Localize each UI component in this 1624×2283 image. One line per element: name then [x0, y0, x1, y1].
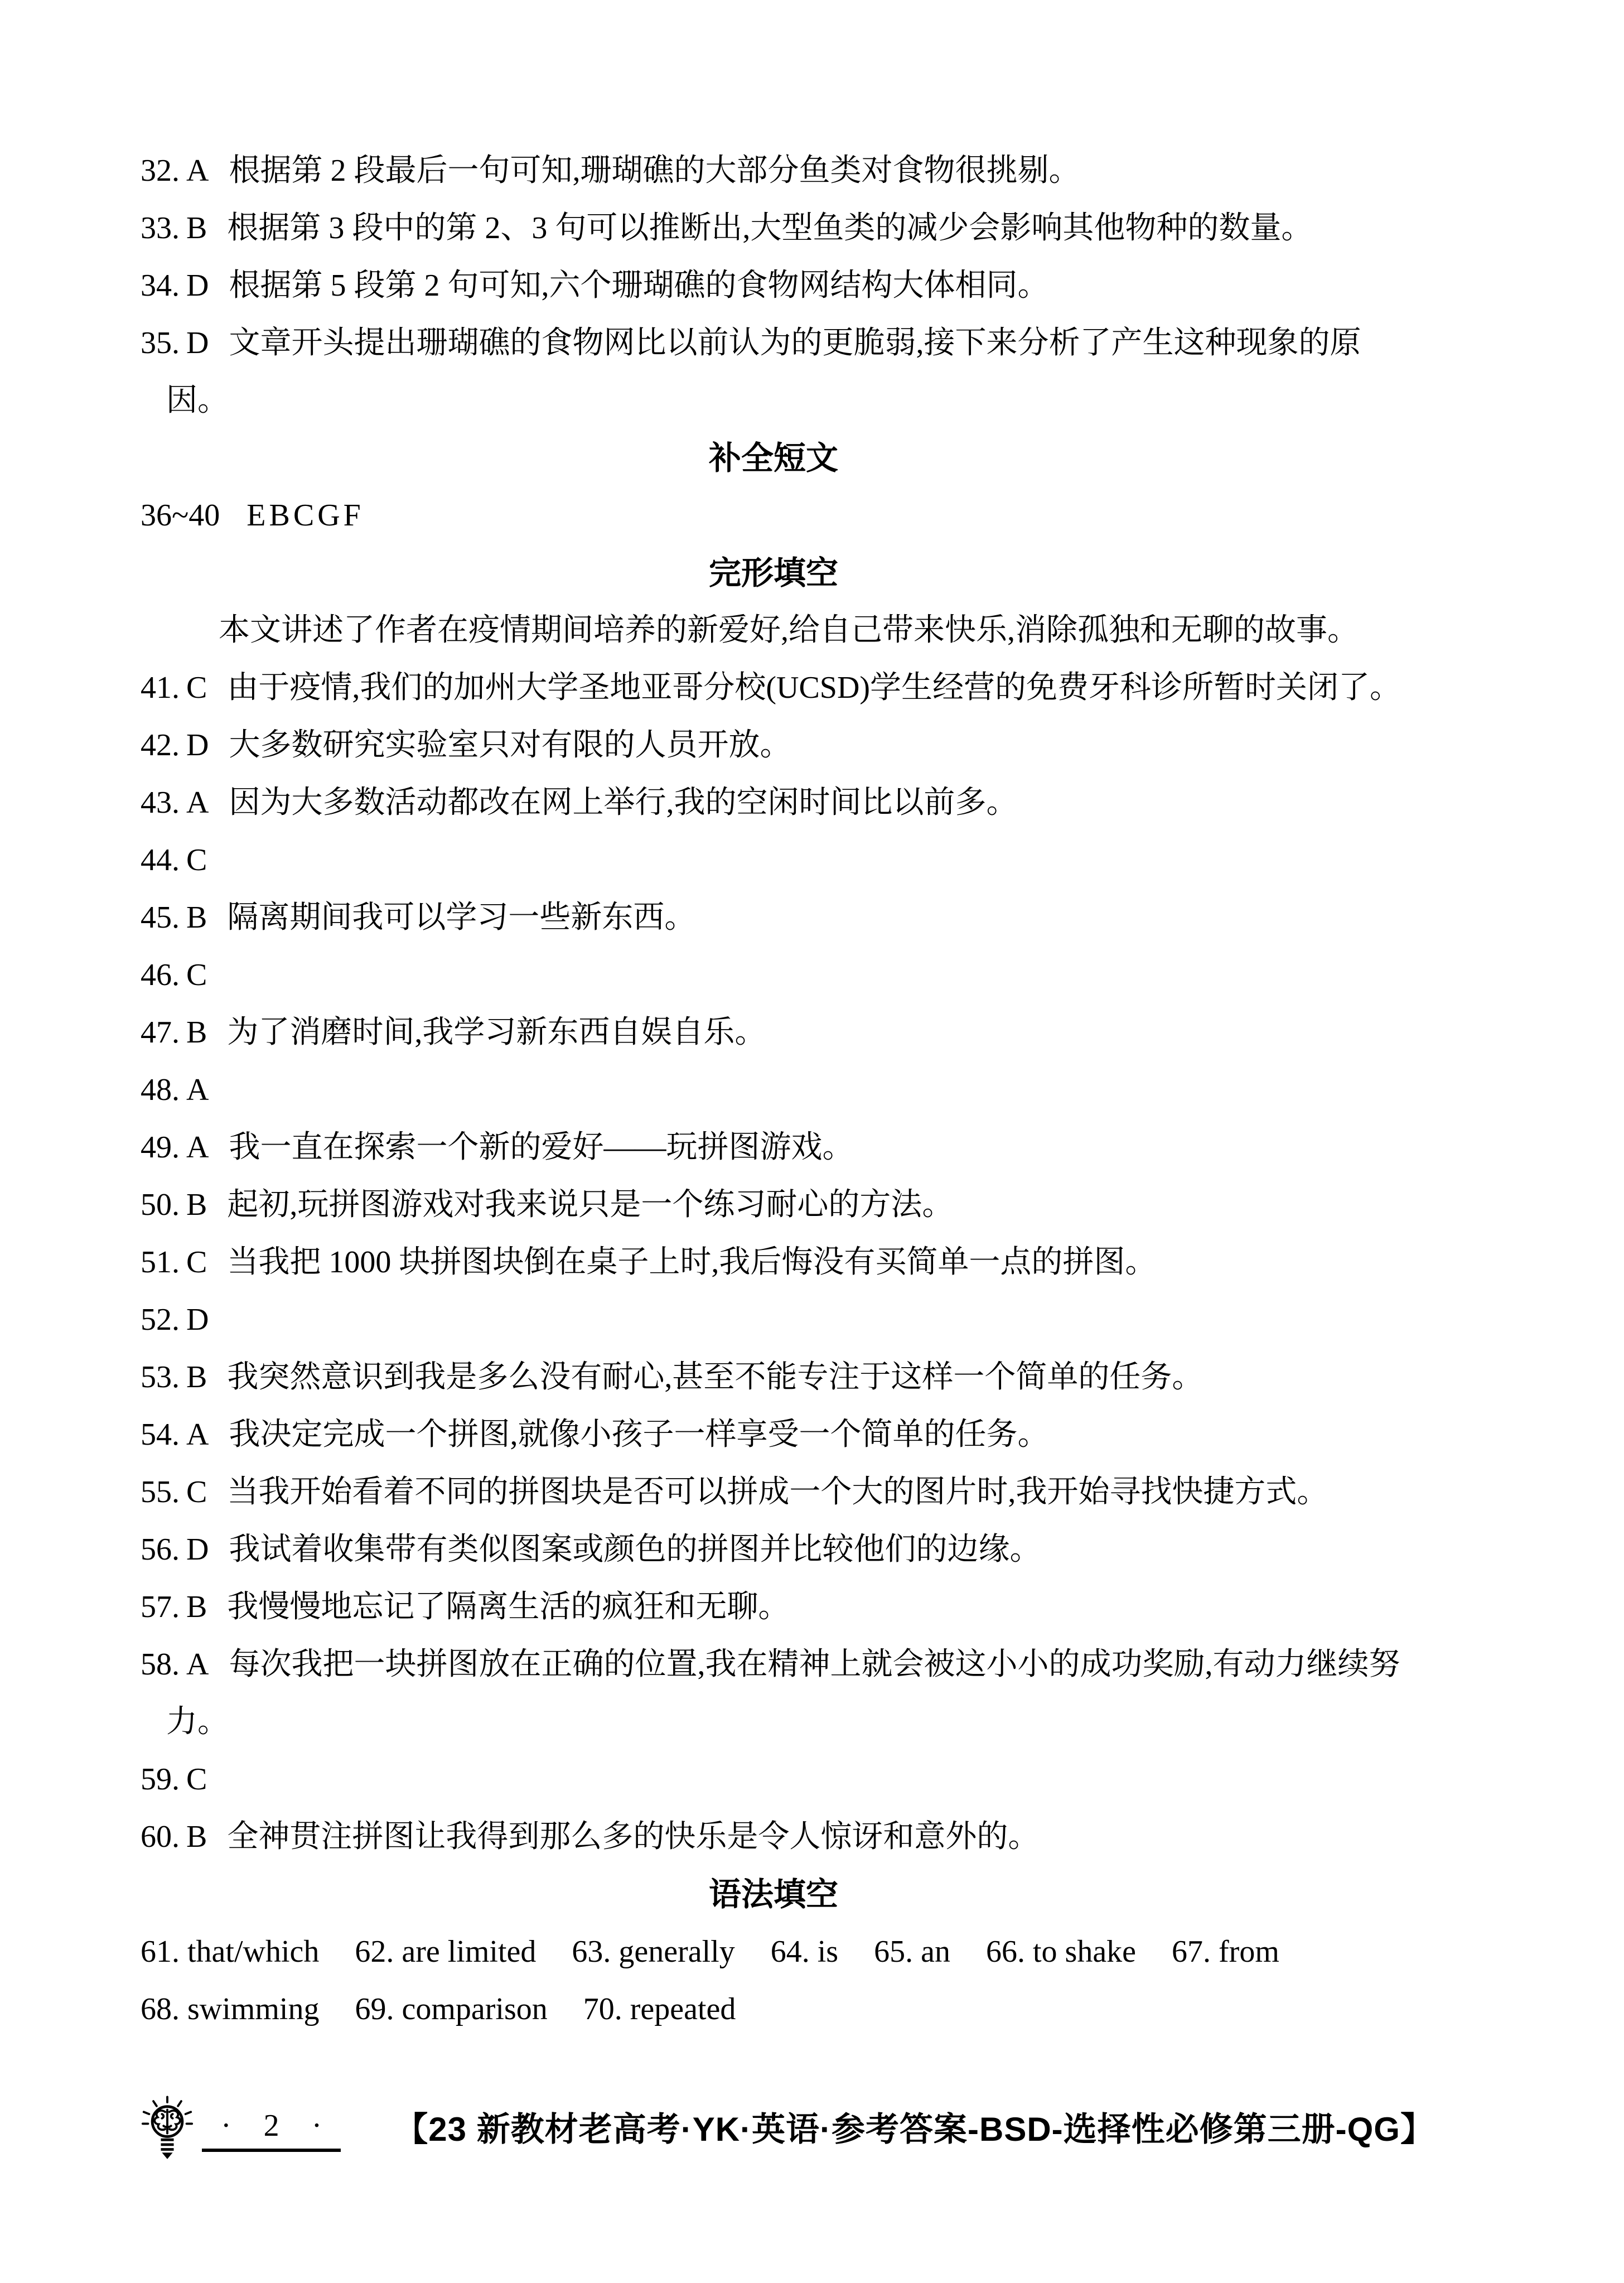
section-title-buquan: 补全短文 [708, 440, 838, 476]
page-content [141, 142, 1406, 2038]
answer-explanation: 我决定完成一个拼图,就像小孩子一样享受一个简单的任务。 [229, 1417, 1049, 1452]
answer-explanation: 当我开始看着不同的拼图块是否可以拼成一个大的图片时,我开始寻找快捷方式。 [227, 1475, 1328, 1509]
answer-letter: A [186, 1417, 209, 1452]
answer-letter: D [186, 1532, 209, 1567]
answer-number: 48. [141, 1073, 180, 1107]
answer-item [141, 832, 1406, 889]
answer-number: 45. [141, 900, 180, 935]
answer-number: 60. [141, 1819, 180, 1854]
grammar-answer-text: that/which [187, 1934, 320, 1969]
answer-explanation: 文章开头提出珊瑚礁的食物网比以前认为的更脆弱,接下来分析了产生这种现象的原因。 [166, 326, 1361, 418]
answer-letter: D [186, 268, 209, 303]
answer-item [141, 1176, 1406, 1234]
answer-explanation: 为了消磨时间,我学习新东西自娱自乐。 [227, 1015, 766, 1050]
answer-number: 34. [141, 268, 180, 303]
answer-letter: A [186, 785, 209, 820]
grammar-answer [583, 1981, 736, 2038]
answer-number: 52. [141, 1302, 180, 1337]
page-number-value: 2 [263, 2108, 279, 2143]
answer-explanation: 大多数研究实验室只对有限的人员开放。 [229, 728, 791, 762]
answer-number: 59. [141, 1762, 180, 1797]
grammar-answer-number: 68. [141, 1992, 180, 2026]
answer-explanation: 当我把 1000 块拼图块倒在桌子上时,我后悔没有买简单一点的拼图。 [227, 1245, 1157, 1280]
answer-explanation: 由于疫情,我们的加州大学圣地亚哥分校(UCSD)学生经营的免费牙科诊所暂时关闭了。 [227, 670, 1401, 705]
grammar-answer [355, 1981, 547, 2038]
grammar-answers-row-1 [141, 1923, 1406, 1981]
cloze-answers [141, 659, 1406, 1866]
answer-number: 58. [141, 1647, 180, 1682]
grammar-answer [141, 1923, 319, 1981]
grammar-answer-text: an [921, 1934, 950, 1969]
grammar-answer-text: repeated [630, 1992, 736, 2026]
answer-item [141, 1291, 1406, 1349]
answer-number: 56. [141, 1532, 180, 1567]
answer-item [141, 257, 1406, 315]
grammar-answer-number: 64. [770, 1934, 810, 1969]
answer-letter: C [186, 1245, 207, 1280]
answer-number: 50. [141, 1188, 180, 1222]
answer-item [141, 1349, 1406, 1406]
section-title-yufa: 语法填空 [708, 1876, 838, 1913]
answer-letter: A [186, 1130, 209, 1165]
answer-letter: C [186, 958, 207, 992]
answer-number: 57. [141, 1590, 180, 1624]
answer-explanation: 全神贯注拼图让我得到那么多的快乐是令人惊讶和意外的。 [227, 1819, 1040, 1854]
answer-item [141, 1521, 1406, 1579]
grammar-answer-text: are limited [402, 1934, 536, 1969]
answer-item [141, 315, 1406, 429]
answer-letter: B [186, 1819, 207, 1854]
answer-explanation: 根据第 3 段中的第 2、3 句可以推断出,大型鱼类的减少会影响其他物种的数量。 [227, 211, 1313, 245]
answer-letter: B [186, 1015, 207, 1050]
answer-number: 54. [141, 1417, 180, 1452]
answer-item [141, 774, 1406, 832]
answer-explanation: 根据第 2 段最后一句可知,珊瑚礁的大部分鱼类对食物很挑剔。 [229, 153, 1080, 188]
grammar-answer [986, 1923, 1136, 1981]
answer-letter: C [186, 670, 207, 705]
grammar-answer [141, 1981, 319, 2038]
grammar-answer [874, 1923, 950, 1981]
cloze-intro-text: 本文讲述了作者在疫情期间培养的新爱好,给自己带来快乐,消除孤独和无聊的故事。 [219, 613, 1359, 648]
answer-explanation: 我试着收集带有类似图案或颜色的拼图并比较他们的边缘。 [229, 1532, 1041, 1567]
grammar-answer [572, 1923, 734, 1981]
answer-item [141, 1004, 1406, 1061]
grammar-answers-row-2 [141, 1981, 1406, 2038]
answer-number: 32. [141, 153, 180, 188]
page-number [202, 2106, 341, 2152]
answer-letter: A [186, 153, 209, 188]
answer-item [141, 142, 1406, 200]
answer-letter: B [186, 211, 207, 245]
grammar-answer [355, 1923, 536, 1981]
answer-explanation: 隔离期间我可以学习一些新东西。 [227, 900, 696, 935]
brain-bulb-icon [141, 2096, 194, 2163]
page-number-dot-right: · [311, 2108, 322, 2143]
answer-number: 51. [141, 1245, 180, 1280]
page-number-dot-left: · [221, 2108, 231, 2143]
grammar-answer-number: 70. [583, 1992, 622, 2026]
answer-number: 43. [141, 785, 180, 820]
answer-number: 55. [141, 1475, 180, 1509]
answer-letter: A [186, 1647, 209, 1682]
answer-number: 47. [141, 1015, 180, 1050]
answer-explanation: 根据第 5 段第 2 句可知,六个珊瑚礁的食物网结构大体相同。 [229, 268, 1049, 303]
grammar-answer-text: is [817, 1934, 839, 1969]
grammar-answer-text: generally [618, 1934, 735, 1969]
grammar-answer-number: 65. [874, 1934, 914, 1969]
answer-number: 42. [141, 728, 180, 762]
grammar-answer-number: 62. [355, 1934, 394, 1969]
answer-number: 53. [141, 1360, 180, 1394]
answer-letter: B [186, 1188, 207, 1222]
answer-explanation: 因为大多数活动都改在网上举行,我的空闲时间比以前多。 [229, 785, 1018, 820]
answer-number: 35. [141, 326, 180, 360]
answer-number: 44. [141, 843, 180, 877]
answer-letter: C [186, 843, 207, 877]
answer-explanation: 我慢慢地忘记了隔离生活的疯狂和无聊。 [227, 1590, 790, 1624]
answer-item [141, 889, 1406, 947]
answer-item [141, 947, 1406, 1004]
answer-item [141, 200, 1406, 257]
answer-item [141, 1234, 1406, 1291]
grammar-answer-number: 66. [985, 1934, 1025, 1969]
answer-letter: D [186, 1302, 209, 1337]
answer-item [141, 1464, 1406, 1521]
answer-letter: B [186, 1590, 207, 1624]
answer-item [141, 659, 1406, 717]
answer-letter: C [186, 1762, 207, 1797]
answer-item [141, 717, 1406, 774]
answer-item [141, 1636, 1406, 1751]
page-footer [141, 2087, 1568, 2171]
grammar-answer-text: from [1219, 1934, 1279, 1969]
answer-item [141, 1751, 1406, 1808]
answer-number: 46. [141, 958, 180, 992]
grammar-answer-number: 61. [141, 1934, 180, 1969]
answer-letter: C [186, 1475, 207, 1509]
section-title-wanxing: 完形填空 [708, 555, 838, 591]
grammar-answer-number: 63. [572, 1934, 611, 1969]
answer-number: 41. [141, 670, 180, 705]
answer-item [141, 1119, 1406, 1176]
grammar-answer [1172, 1923, 1279, 1981]
grammar-answer-number: 69. [355, 1992, 394, 2026]
answer-explanation: 起初,玩拼图游戏对我来说只是一个练习耐心的方法。 [227, 1188, 954, 1222]
answer-letter: D [186, 326, 209, 360]
answer-item [141, 1808, 1406, 1866]
answer-range: 36~40 [141, 498, 220, 533]
answer-letters: EBCGF [246, 498, 364, 533]
grammar-answer-number: 67. [1172, 1934, 1211, 1969]
answer-item [141, 1579, 1406, 1636]
answer-letter: B [186, 900, 207, 935]
reading-comprehension-answers [141, 142, 1406, 429]
answer-explanation: 我一直在探索一个新的爱好——玩拼图游戏。 [229, 1130, 854, 1165]
grammar-answer [771, 1923, 838, 1981]
answer-item [141, 1406, 1406, 1464]
answer-number: 33. [141, 211, 180, 245]
answer-letter: A [186, 1073, 209, 1107]
answer-explanation: 我突然意识到我是多么没有耐心,甚至不能专注于这样一个简单的任务。 [227, 1360, 1204, 1394]
answer-letter: B [186, 1360, 207, 1394]
answer-number: 49. [141, 1130, 180, 1165]
grammar-answer-text: swimming [187, 1992, 320, 2026]
cloze-range-answer [141, 487, 1406, 544]
answer-letter: D [186, 728, 209, 762]
answer-item [141, 1061, 1406, 1119]
answer-explanation: 每次我把一块拼图放在正确的位置,我在精神上就会被这小小的成功奖励,有动力继续努力。 [166, 1647, 1400, 1739]
grammar-answer-text: to shake [1032, 1934, 1137, 1969]
grammar-answer-text: comparison [402, 1992, 548, 2026]
imprint-text: 【23 新教材老高考·YK·英语·参考答案-BSD-选择性必修第三册-QG】 [394, 2110, 1434, 2148]
